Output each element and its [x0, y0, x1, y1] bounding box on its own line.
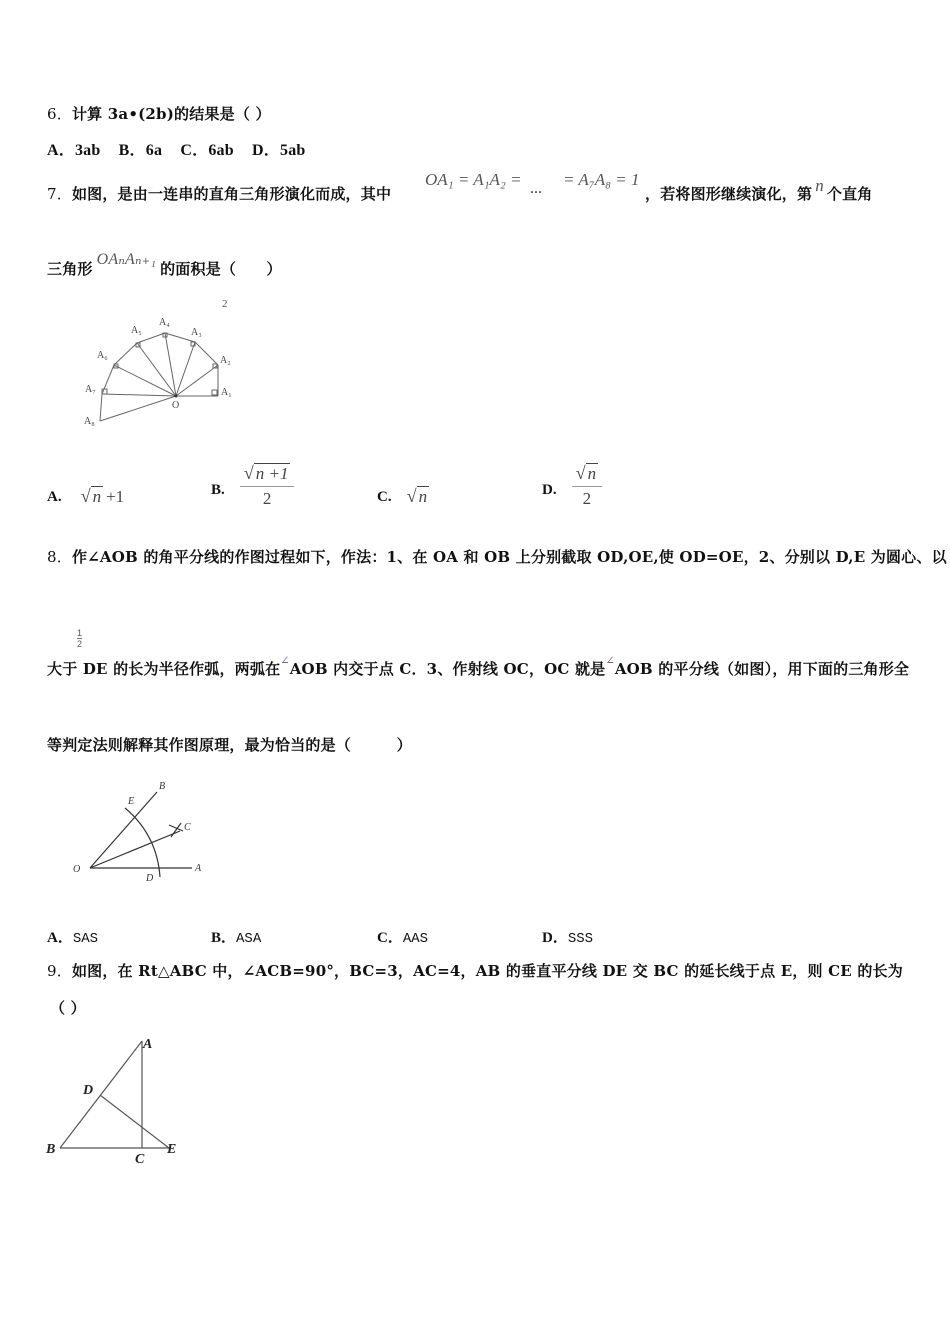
question-7-stem-part2: ，若将图形继续演化，第 n 个直角	[645, 176, 873, 203]
svg-text:B: B	[46, 1142, 56, 1157]
fraction-one-half: 1 2	[77, 628, 83, 649]
math-n: n	[815, 176, 824, 195]
svg-text:E: E	[167, 1142, 177, 1157]
question-7-stem-line2: 三角形OAₙAₙ₊₁的面积是（ ）	[47, 251, 282, 278]
question-8-option-a[interactable]: A．SAS	[47, 930, 99, 947]
math-equation-2: = A₇A₈ = 1	[563, 170, 640, 189]
option-b[interactable]: B．6a	[118, 142, 163, 159]
svg-text:E: E	[128, 796, 135, 807]
svg-text:A₇: A₇	[85, 384, 96, 395]
figure-right-triangle-spiral	[75, 295, 250, 430]
question-8-option-c[interactable]: C．AAS	[377, 930, 429, 947]
question-number: 8．	[47, 548, 72, 566]
svg-text:B: B	[159, 781, 166, 792]
question-7-stem-line1	[47, 183, 391, 204]
svg-text:A₄: A₄	[159, 317, 170, 328]
option-d[interactable]: D．5ab	[252, 142, 306, 159]
question-7-option-b[interactable]: B. $\frac{√ n +1}{2}$	[211, 463, 294, 509]
math-equation-1: OA₁ = A₁A₂ =	[425, 170, 522, 189]
question-number: 9．	[47, 962, 72, 980]
question-8-option-b[interactable]: B．ASA	[211, 930, 262, 947]
math-ellipsis: ...	[530, 180, 542, 197]
question-9-stem-line2: （ ）	[50, 999, 86, 1017]
question-7-option-a[interactable]: A. √ n +1	[47, 486, 125, 506]
question-6-options	[47, 137, 306, 160]
question-number: 7．	[47, 185, 72, 203]
svg-text:A₆: A₆	[97, 350, 108, 361]
question-8-option-d[interactable]: D．SSS	[542, 930, 594, 947]
svg-text:D: D	[146, 873, 154, 884]
svg-text:A₂: A₂	[220, 355, 231, 366]
svg-text:C: C	[184, 822, 191, 833]
svg-text:A₃: A₃	[191, 327, 202, 338]
question-number: 6．	[47, 105, 72, 123]
figure-angle-bisector	[65, 775, 215, 885]
svg-text:O: O	[73, 864, 81, 875]
question-6-stem	[47, 103, 271, 124]
angle-symbol: ∠	[280, 654, 290, 667]
question-9-stem-line1	[47, 960, 903, 981]
svg-text:A: A	[143, 1037, 153, 1052]
svg-text:A₁: A₁	[221, 387, 232, 398]
question-8-stem-line2: 大于 DE 的长为半径作弧，两弧在∠AOB 内交于点 C．3、作射线 OC，OC 就是∠AOB 的平分线（如图），用下面的三角形全	[47, 654, 910, 678]
svg-text:C: C	[135, 1152, 145, 1167]
option-c[interactable]: C．6ab	[180, 142, 234, 159]
question-8-stem-line1	[47, 546, 947, 567]
svg-text:O: O	[172, 400, 180, 411]
svg-text:A₅: A₅	[131, 325, 142, 336]
figure-right-triangle-bisector	[42, 1032, 187, 1167]
svg-text:D: D	[83, 1083, 94, 1098]
option-a[interactable]: A．3ab	[47, 142, 101, 159]
math-triangle: OAₙAₙ₊₁	[96, 251, 157, 268]
question-7-option-d[interactable]: D. $\frac{√ n}{2}$	[542, 463, 602, 509]
question-7-option-c[interactable]: C. √ n	[377, 486, 428, 506]
question-text: 计算 3a•(2b)的结果是（ ）	[71, 105, 271, 123]
svg-text:A₈: A₈	[84, 416, 95, 427]
stray-label: 2	[222, 298, 228, 310]
question-text: 如图，是由一连串的直角三角形演化而成，其中	[71, 185, 392, 203]
svg-text:A: A	[195, 863, 202, 874]
question-text: 作∠AOB 的角平分线的作图过程如下，作法：1、在 OA 和 OB 上分别截取 OD,OE,使 OD=OE，2、分别以 D,E 为圆心、以	[71, 548, 947, 566]
angle-symbol: ∠	[605, 654, 615, 667]
question-text: 如图，在 Rt△ABC 中，∠ACB=90°，BC=3，AC=4，AB 的垂直平分线 DE 交 BC 的延长线于点 E，则 CE 的长为	[71, 962, 903, 980]
question-8-stem-line3: 等判定法则解释其作图原理，最为恰当的是（ ）	[47, 736, 412, 754]
